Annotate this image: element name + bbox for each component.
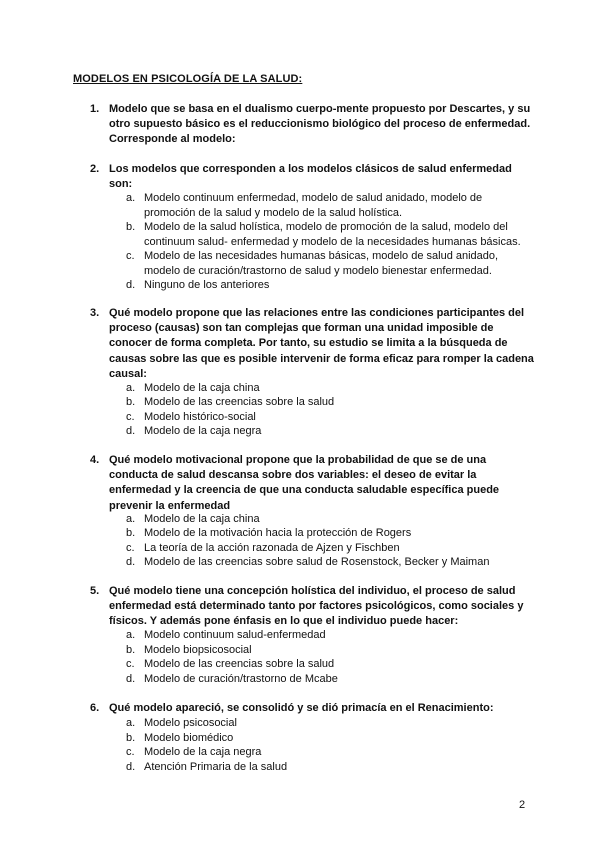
page-number: 2 [519, 799, 526, 811]
option-text: Ninguno de los anteriores [144, 279, 270, 291]
option-letter: d. [126, 425, 136, 437]
option-text: Modelo de la motivación hacia la protección de Rogers [144, 527, 412, 539]
question-text: Qué modelo propone que las relaciones entre las condiciones participantes del proceso (causas) son tan complejas que forman una unidad imposible de conocer de forma completa. Por tanto, su estudio se limita a la búsqueda de causas sobre las que es posible intervenir de forma eficaz para romper la cadena causal: [109, 307, 534, 380]
option-text: Modelo de la caja china [144, 382, 260, 394]
question-text: Qué modelo motivacional propone que la probabilidad de que se de una conducta de salud descansa sobre dos variables: el deseo de evitar la enfermedad y la creencia de que una conducta saludable específica puede prevenir la enfermedad [109, 454, 500, 512]
option-text: Modelo de curación/trastorno de Mcabe [144, 673, 338, 685]
question-number: 5. [90, 585, 100, 597]
option-text: Modelo histórico-social [144, 411, 256, 423]
option-letter: a. [126, 717, 136, 729]
option-letter: c. [126, 658, 135, 670]
option-letter: c. [126, 411, 135, 423]
option-text: Modelo de la caja china [144, 513, 260, 525]
page-title: MODELOS EN PSICOLOGÍA DE LA SALUD: [73, 73, 303, 85]
option-letter: d. [126, 556, 136, 568]
option-letter: a. [126, 192, 136, 204]
option-letter: a. [126, 513, 136, 525]
option-letter: b. [126, 396, 136, 408]
question-text: Qué modelo apareció, se consolidó y se dió primacía en el Renacimiento: [109, 702, 494, 714]
option-letter: c. [126, 250, 135, 262]
question-number: 2. [90, 163, 100, 175]
option-text: Modelo biopsicosocial [144, 644, 252, 656]
option-text: Modelo de las creencias sobre salud de Rosenstock, Becker y Maiman [144, 556, 490, 568]
option-letter: b. [126, 221, 136, 233]
option-letter: a. [126, 629, 136, 641]
question-number: 6. [90, 702, 100, 714]
question-number: 4. [90, 454, 100, 466]
option-text: Atención Primaria de la salud [144, 761, 288, 773]
question-text: Qué modelo tiene una concepción holística del individuo, el proceso de salud enfermedad está determinado tanto por factores psicológicos, como sociales y físicos. Y además pone énfasis en lo que el individuo puede hacer: [109, 585, 524, 628]
option-letter: b. [126, 644, 136, 656]
option-letter: c. [126, 746, 135, 758]
option-text: Modelo psicosocial [144, 717, 237, 729]
option-text: Modelo biomédico [144, 732, 234, 744]
option-text: Modelo de la salud holística, modelo de promoción de la salud, modelo del continuum salud- enfermedad y modelo de la necesidades humanas básicas. [144, 221, 521, 248]
option-text: Modelo de las creencias sobre la salud [144, 658, 335, 670]
option-letter: b. [126, 527, 136, 539]
option-letter: a. [126, 382, 136, 394]
option-letter: d. [126, 673, 136, 685]
option-letter: b. [126, 732, 136, 744]
option-letter: d. [126, 761, 136, 773]
question-text: Modelo que se basa en el dualismo cuerpo-mente propuesto por Descartes, y su otro supuesto básico es el reduccionismo biológico del proceso de enfermedad. Corresponde al modelo: [109, 103, 531, 146]
option-text: Modelo de las necesidades humanas básicas, modelo de salud anidado, modelo de curación/trastorno de salud y modelo bienestar enfermedad. [144, 250, 499, 277]
option-text: Modelo continuum salud-enfermedad [144, 629, 326, 641]
question-text: Los modelos que corresponden a los modelos clásicos de salud enfermedad son: [109, 163, 512, 191]
option-letter: c. [126, 542, 135, 554]
option-text: Modelo de la caja negra [144, 746, 262, 758]
option-text: Modelo continuum enfermedad, modelo de salud anidado, modelo de promoción de la salud y modelo de la salud holística. [144, 192, 483, 219]
option-text: Modelo de las creencias sobre la salud [144, 396, 335, 408]
question-number: 1. [90, 103, 100, 115]
option-text: Modelo de la caja negra [144, 425, 262, 437]
option-text: La teoría de la acción razonada de Ajzen y Fischben [144, 542, 400, 554]
option-letter: d. [126, 279, 136, 291]
question-number: 3. [90, 307, 100, 319]
